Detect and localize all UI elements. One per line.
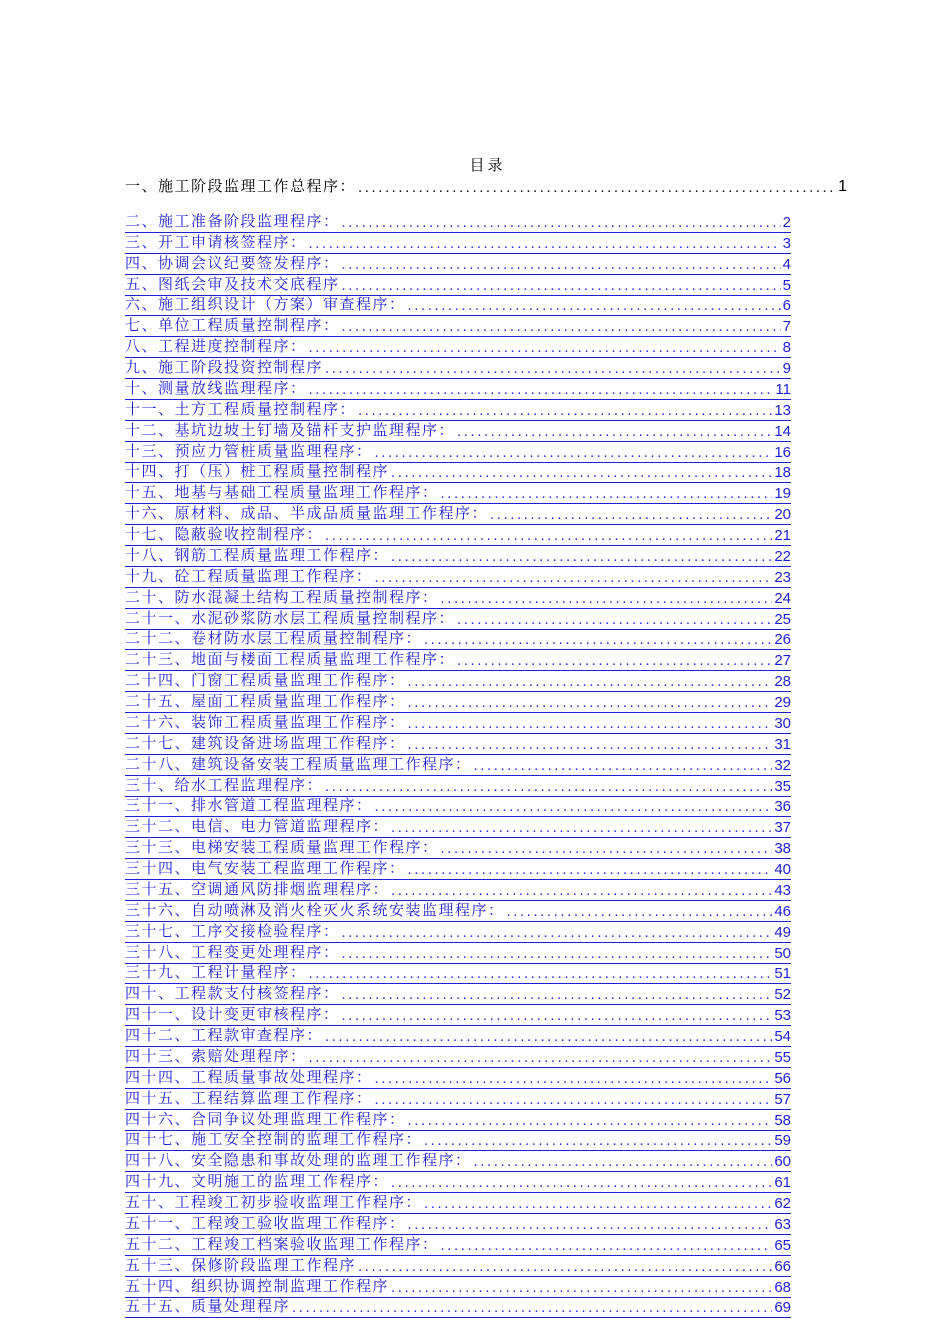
- toc-entry-label: 十五、地基与基础工程质量监理工作程序：: [125, 483, 439, 502]
- toc-entry-link[interactable]: [125, 1172, 791, 1193]
- toc-page-number: 60: [774, 1153, 791, 1171]
- toc-dot-leader: [325, 1030, 772, 1045]
- toc-entry-link[interactable]: [125, 525, 791, 546]
- toc-entry-label: 四十三、索赔处理程序：: [125, 1047, 307, 1065]
- toc-entry-label: 三、开工申请核签程序：: [125, 232, 307, 251]
- toc-entry-label: 四十二、工程款审查程序：: [125, 1026, 324, 1044]
- toc-entry-label: 二十一、水泥砂浆防水层工程质量控制程序：: [125, 608, 456, 627]
- toc-entry-label: 十三、预应力管桩质量监理程序：: [125, 441, 373, 460]
- toc-dot-leader: [309, 383, 774, 398]
- toc-entry-label: 三十、给水工程监理程序：: [125, 775, 324, 794]
- toc-dot-leader: [441, 487, 773, 502]
- toc-page-number: 46: [774, 902, 791, 920]
- toc-entry-link[interactable]: [125, 817, 791, 838]
- toc-dot-leader: [309, 967, 773, 982]
- toc-entry-link[interactable]: [125, 1005, 791, 1026]
- toc-entry-link[interactable]: [125, 1026, 791, 1047]
- toc-page-number: 28: [774, 673, 791, 691]
- toc-entry-label: 四十六、合同争议处理监理工作程序：: [125, 1109, 406, 1128]
- toc-dot-leader: [391, 466, 772, 481]
- toc-page-number: 8: [782, 339, 791, 357]
- toc-page-number: 26: [774, 631, 791, 649]
- toc-page-number: 5: [782, 276, 791, 294]
- toc-entry-link[interactable]: [125, 1047, 791, 1068]
- toc-page-number: 68: [774, 1278, 791, 1296]
- toc-page-number: 6: [782, 297, 791, 315]
- toc-page-number: 35: [774, 777, 791, 795]
- toc-title: 目录: [469, 156, 506, 174]
- toc-entry-label: 三十二、电信、电力管道监理程序：: [125, 817, 390, 836]
- toc-dot-leader: [457, 654, 772, 669]
- toc-dot-leader: [358, 404, 772, 419]
- toc-entry-link[interactable]: [125, 859, 791, 880]
- toc-dot-leader: [292, 1301, 772, 1316]
- toc-entry-label: 四十四、工程质量事故处理程序：: [125, 1067, 373, 1086]
- toc-entry-label: 三十四、电气安装工程监理工作程序：: [125, 859, 406, 877]
- toc-page-number: 52: [774, 986, 791, 1004]
- toc-entry-label: 二十二、卷材防水层工程质量控制程序：: [125, 629, 423, 648]
- toc-page-number: 29: [774, 694, 791, 711]
- toc-entry-label: 六、施工组织设计（方案）审查程序：: [125, 295, 406, 314]
- toc-dot-leader: [375, 1072, 773, 1087]
- toc-page-number: 38: [774, 840, 791, 858]
- toc-entry-label: 二、施工准备阶段监理程序：: [125, 212, 340, 230]
- toc-dot-leader: [408, 717, 773, 732]
- toc-entry-label: 七、单位工程质量控制程序：: [125, 316, 340, 335]
- toc-entry-label: 五十、工程竣工初步验收监理工作程序：: [125, 1193, 423, 1211]
- toc-page-number: 9: [782, 360, 791, 377]
- toc-entry-label: 五十四、组织协调控制监理工作程序: [125, 1276, 390, 1295]
- toc-entry-link[interactable]: [125, 692, 791, 713]
- toc-page-number: 66: [774, 1257, 791, 1275]
- toc-page-number: 1: [838, 178, 847, 195]
- toc-entry-label: 四十、工程款支付核签程序：: [125, 984, 340, 1003]
- toc-dot-leader: [342, 320, 781, 335]
- toc-dot-leader: [325, 529, 772, 544]
- toc-dot-leader: [474, 1155, 773, 1170]
- toc-page-number: 43: [774, 881, 791, 899]
- toc-page-number: 16: [774, 443, 791, 461]
- toc-entry-link[interactable]: [125, 1110, 791, 1131]
- toc-page-number: 61: [774, 1174, 791, 1192]
- toc-entry-link[interactable]: [125, 776, 791, 797]
- toc-page-number: 7: [782, 318, 791, 336]
- toc-page-number: 36: [774, 798, 791, 816]
- toc-entry-link[interactable]: [125, 630, 791, 651]
- toc-page-number: 11: [775, 380, 791, 398]
- toc-dot-leader: [391, 550, 772, 565]
- toc-dot-leader: [408, 675, 773, 690]
- toc-entry-label: 二十六、装饰工程质量监理工作程序：: [125, 713, 406, 731]
- toc-entry-label: 三十九、工程计量程序：: [125, 963, 307, 982]
- toc-page-number: 40: [774, 861, 791, 878]
- toc-entry-link[interactable]: [125, 546, 791, 567]
- toc-entry-label: 五十五、质量处理程序: [125, 1297, 291, 1316]
- toc-dot-leader: [408, 863, 773, 878]
- toc-entry-link[interactable]: [125, 964, 791, 985]
- toc-dot-leader: [507, 905, 773, 920]
- toc-page-number: 18: [774, 464, 791, 482]
- toc-page-number: 53: [774, 1007, 791, 1025]
- toc-entry-link[interactable]: [125, 212, 791, 233]
- toc-dot-leader: [375, 800, 773, 815]
- toc-entry-label: 十、测量放线监理程序：: [125, 379, 307, 397]
- toc-entry-link[interactable]: [125, 901, 791, 922]
- toc-entry-label: 四十八、安全隐患和事故处理的监理工作程序：: [125, 1151, 472, 1170]
- toc-entry-label: 三十七、工序交接检验程序：: [125, 921, 340, 940]
- toc-entry-label: 二十五、屋面工程质量监理工作程序：: [125, 692, 406, 710]
- toc-dot-leader: [375, 1093, 773, 1108]
- toc-dot-leader: [457, 613, 772, 628]
- toc-entry-link[interactable]: [125, 1131, 791, 1152]
- toc-dot-leader: [342, 216, 781, 231]
- toc-page-number: 55: [774, 1048, 791, 1066]
- toc-dot-leader: [309, 341, 781, 356]
- toc-dot-leader: [408, 1114, 773, 1129]
- toc-entry-link[interactable]: [125, 755, 791, 776]
- toc-page-number: 57: [774, 1090, 791, 1108]
- toc-page-number: 63: [774, 1215, 791, 1233]
- toc-entry-link[interactable]: [125, 609, 791, 630]
- toc-page-number: 54: [774, 1028, 791, 1045]
- toc-page-number: 23: [774, 568, 791, 586]
- toc-dot-leader: [375, 446, 773, 461]
- toc-entry-link[interactable]: [125, 316, 791, 337]
- toc-entry-link[interactable]: [125, 358, 791, 379]
- toc-entry-label: 二十八、建筑设备安装工程质量监理工作程序：: [125, 754, 472, 773]
- toc-page-number: 27: [774, 652, 791, 670]
- toc-entry-link[interactable]: [125, 275, 791, 296]
- toc-entry-label: 三十五、空调通风防排烟监理程序：: [125, 880, 390, 898]
- toc-entry-label: 十八、钢筋工程质量监理工作程序：: [125, 546, 390, 564]
- toc-entry-link[interactable]: [125, 1298, 791, 1319]
- toc-dot-leader: [424, 1197, 772, 1212]
- toc-dot-leader: [325, 362, 781, 377]
- toc-entry-label: 十四、打（压）桩工程质量控制程序: [125, 462, 390, 481]
- toc-dot-leader: [441, 1239, 773, 1254]
- toc-entry-link[interactable]: [125, 296, 791, 317]
- toc-page-number: 51: [774, 965, 791, 983]
- toc-entry-link[interactable]: [125, 922, 791, 943]
- toc-page-number: 2: [782, 213, 791, 231]
- toc-dot-leader: [441, 842, 773, 857]
- toc-entry-label: 八、工程进度控制程序：: [125, 337, 307, 356]
- toc-entry-link[interactable]: [125, 337, 791, 358]
- toc-entry-link[interactable]: [125, 567, 791, 588]
- toc-page-number: 13: [774, 401, 791, 419]
- toc-entry-label: 二十四、门窗工程质量监理工作程序：: [125, 671, 406, 690]
- toc-entry-label: 三十三、电梯安装工程质量监理工作程序：: [125, 838, 439, 857]
- toc-page-number: 22: [774, 547, 791, 565]
- toc-entry-link[interactable]: [125, 442, 791, 463]
- toc-entry-link[interactable]: [125, 1277, 791, 1298]
- toc-dot-leader: [408, 1218, 773, 1233]
- toc-page-number: 19: [774, 485, 791, 503]
- toc-entry-label: 一、施工阶段监理工作总程序：: [125, 177, 357, 195]
- toc-page-number: 14: [774, 422, 791, 440]
- toc-entry-label: 十九、砼工程质量监理工作程序：: [125, 566, 373, 585]
- toc-entry-link[interactable]: [125, 797, 791, 818]
- toc-page-number: 50: [774, 944, 791, 962]
- toc-dot-leader: [391, 1176, 772, 1191]
- toc-entry-label: 五十三、保修阶段监理工作程序: [125, 1255, 357, 1274]
- toc-entry-link[interactable]: [125, 233, 791, 254]
- toc-entry-link[interactable]: [125, 588, 791, 609]
- toc-dot-leader: [408, 738, 773, 753]
- toc-dot-leader: [309, 237, 781, 252]
- toc-entry-label: 四十九、文明施工的监理工作程序：: [125, 1172, 390, 1191]
- toc-entry-link[interactable]: [125, 379, 791, 400]
- toc-dot-leader: [342, 279, 781, 294]
- toc-entry-link[interactable]: [125, 880, 791, 901]
- toc-dot-leader: [474, 759, 773, 774]
- toc-dot-leader: [342, 947, 773, 962]
- toc-page-number: 3: [782, 234, 791, 252]
- toc-page-number: 62: [774, 1195, 791, 1212]
- toc-entry-link[interactable]: [125, 483, 791, 504]
- toc-entry-link[interactable]: [125, 400, 791, 421]
- toc-page-number: 58: [774, 1111, 791, 1129]
- toc-dot-leader: [391, 884, 772, 899]
- toc-page-number: 24: [774, 589, 791, 607]
- toc-dot-leader: [342, 258, 781, 273]
- toc-dot-leader: [309, 1051, 773, 1066]
- toc-entry-link[interactable]: [125, 713, 791, 734]
- toc-dot-leader: [490, 508, 772, 523]
- toc-entry-label: 五十一、工程竣工验收监理工作程序：: [125, 1214, 406, 1232]
- toc-entry-link[interactable]: [125, 1151, 791, 1172]
- toc-dot-leader: [391, 821, 772, 836]
- toc-entry-label: 五、图纸会审及技术交底程序: [125, 274, 340, 293]
- toc-entry-label: 二十七、建筑设备进场监理工作程序：: [125, 733, 406, 752]
- toc-entry-link[interactable]: [125, 504, 791, 525]
- toc-entry-label: 四十一、设计变更审核程序：: [125, 1005, 340, 1024]
- toc-entry-label: 四、协调会议纪要签发程序：: [125, 253, 340, 272]
- toc-entry-first[interactable]: [125, 176, 847, 196]
- toc-page-number: 56: [774, 1069, 791, 1087]
- toc-page-number: 37: [774, 819, 791, 837]
- toc-dot-leader: [408, 299, 781, 314]
- toc-entry-link[interactable]: [125, 671, 791, 692]
- toc-entry-label: 三十六、自动喷淋及消火栓灭火系统安装监理程序：: [125, 900, 505, 919]
- toc-entry-label: 十二、基坑边坡土钉墙及锚杆支护监理程序：: [125, 420, 456, 439]
- toc-entry-link[interactable]: [125, 1089, 791, 1110]
- toc-entry-link[interactable]: [125, 463, 791, 484]
- toc-dot-leader: [391, 1281, 772, 1296]
- toc-entry-label: 十六、原材料、成品、半成品质量监理工作程序：: [125, 504, 489, 523]
- toc-entry-link[interactable]: [125, 254, 791, 275]
- toc-dot-leader: [457, 425, 772, 440]
- toc-page-number: 25: [774, 610, 791, 628]
- toc-page-number: 31: [774, 735, 791, 753]
- toc-dot-leader: [342, 1009, 773, 1024]
- toc-dot-leader: [375, 571, 773, 586]
- toc-entry-label: 九、施工阶段投资控制程序: [125, 358, 324, 376]
- toc-dot-leader: [424, 633, 772, 648]
- toc-list: [125, 212, 791, 1318]
- toc-page-number: 30: [774, 714, 791, 732]
- toc-page-number: 21: [774, 527, 791, 544]
- toc-entry-label: 三十八、工程变更处理程序：: [125, 942, 340, 961]
- toc-entry-label: 十七、隐蔽验收控制程序：: [125, 525, 324, 543]
- toc-entry-link[interactable]: [125, 1068, 791, 1089]
- toc-dot-leader: [358, 181, 836, 196]
- toc-entry-link[interactable]: [125, 838, 791, 859]
- toc-entry-label: 二十、防水混凝土结构工程质量控制程序：: [125, 587, 439, 606]
- toc-page-number: 4: [782, 255, 791, 273]
- toc-entry-link[interactable]: [125, 984, 791, 1005]
- toc-entry-label: 十一、土方工程质量控制程序：: [125, 399, 357, 418]
- toc-entry-label: 五十二、工程竣工档案验收监理工作程序：: [125, 1234, 439, 1253]
- toc-entry-label: 三十一、排水管道工程监理程序：: [125, 796, 373, 815]
- toc-page-number: 65: [774, 1236, 791, 1254]
- toc-dot-leader: [342, 988, 773, 1003]
- toc-entry-link[interactable]: [125, 1214, 791, 1235]
- toc-dot-leader: [408, 696, 773, 711]
- toc-entry-link[interactable]: [125, 1235, 791, 1256]
- toc-dot-leader: [358, 1260, 772, 1275]
- toc-entry-label: 四十七、施工安全控制的监理工作程序：: [125, 1130, 423, 1149]
- toc-entry-label: 二十三、地面与楼面工程质量监理工作程序：: [125, 650, 456, 669]
- toc-entry-link[interactable]: [125, 421, 791, 442]
- toc-dot-leader: [342, 926, 773, 941]
- toc-page-number: 69: [774, 1299, 791, 1317]
- toc-dot-leader: [424, 1134, 772, 1149]
- toc-entry-link[interactable]: [125, 650, 791, 671]
- toc-page-number: 49: [774, 923, 791, 941]
- toc-entry-link[interactable]: [125, 734, 791, 755]
- toc-entry-link[interactable]: [125, 1193, 791, 1214]
- toc-page-number: 59: [774, 1132, 791, 1150]
- toc-page-number: 20: [774, 506, 791, 524]
- toc-dot-leader: [441, 592, 773, 607]
- toc-entry-label: 四十五、工程结算监理工作程序：: [125, 1088, 373, 1107]
- toc-entry-link[interactable]: [125, 1256, 791, 1277]
- toc-page-number: 32: [774, 756, 791, 774]
- toc-dot-leader: [325, 780, 772, 795]
- toc-entry-link[interactable]: [125, 943, 791, 964]
